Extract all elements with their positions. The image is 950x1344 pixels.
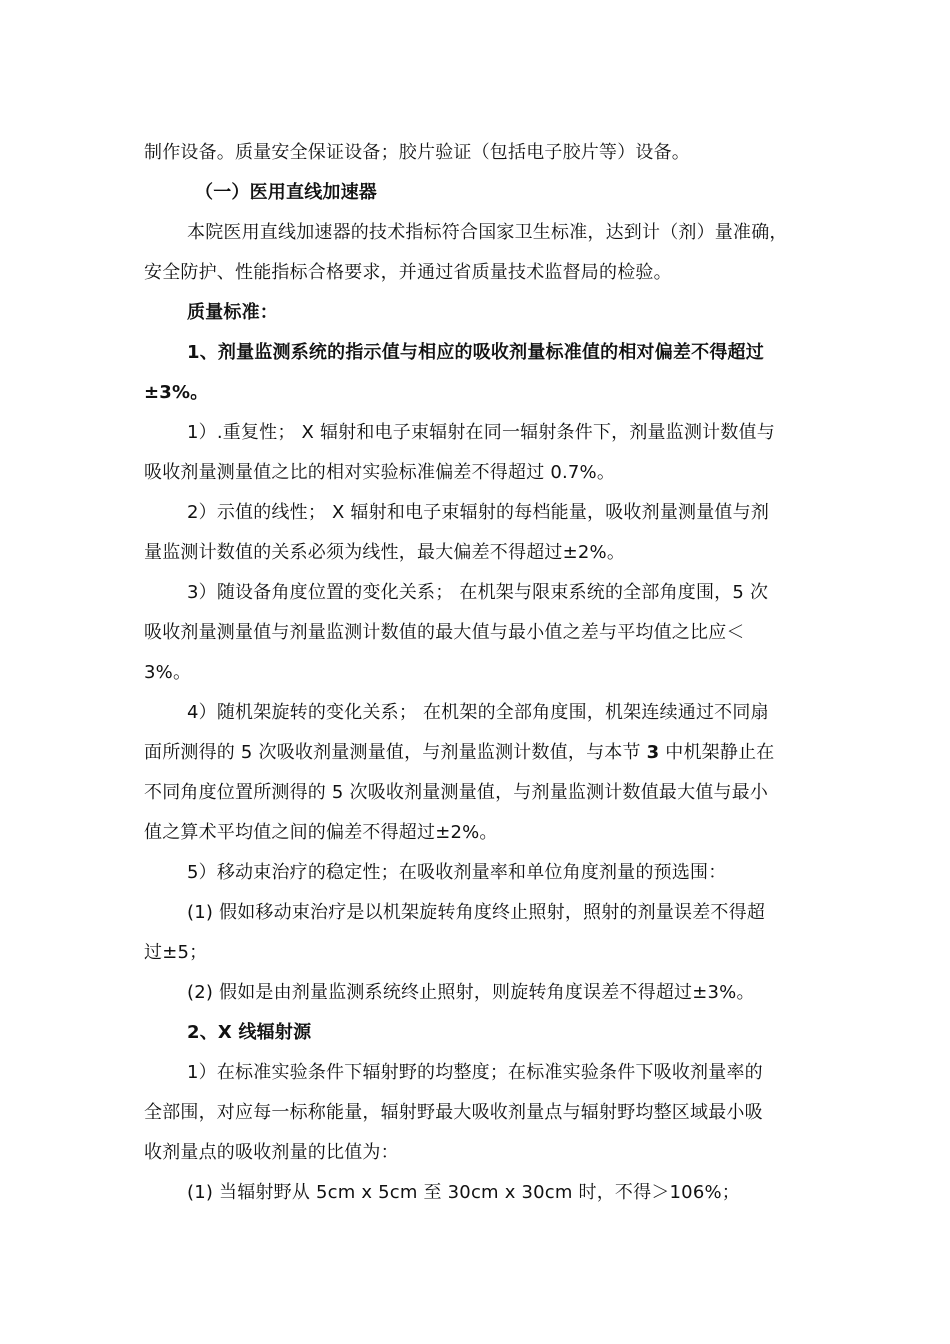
item-1-3-line-2: 吸收剂量测量值与剂量监测计数值的最大值与最小值之差与平均值之比应＜ — [144, 622, 745, 643]
item-heading-1-line-2: ±3%。 — [144, 382, 209, 403]
item-1-1-line-1: 1）.重复性； X 辐射和电子束辐射在同一辐射条件下，剂量监测计数值与 — [187, 422, 775, 443]
item-heading-1-line-1: 1、剂量监测系统的指示值与相应的吸收剂量标准值的相对偏差不得超过 — [187, 342, 764, 363]
item-1-5-sub-1-line-2: 过±5； — [144, 942, 208, 963]
paragraph-line-intro-1: 本院医用直线加速器的技术指标符合国家卫生标准，达到计（剂）量准确， — [187, 222, 788, 243]
section-heading-linac: （一）医用直线加速器 — [195, 182, 377, 203]
subheading-quality-standard: 质量标准： — [187, 302, 278, 323]
paragraph-line-intro-2: 安全防护、性能指标合格要求，并通过省质量技术监督局的检验。 — [144, 262, 672, 283]
item-2-1-line-2: 全部围，对应每一标称能量，辐射野最大吸收剂量点与辐射野均整区域最小吸 — [144, 1102, 763, 1123]
item-1-1-line-2: 吸收剂量测量值之比的相对实验标准偏差不得超过 0.7%。 — [144, 462, 616, 483]
item-1-3-line-3: 3%。 — [144, 662, 192, 683]
item-1-4-line-2 — [144, 741, 774, 765]
item-1-4-line-4: 值之算术平均值之间的偏差不得超过±2%。 — [144, 822, 498, 843]
item-1-4-line-2-tail: 中机架静止在 — [665, 742, 775, 763]
item-2-1-line-1: 1）在标准实验条件下辐射野的均整度；在标准实验条件下吸收剂量率的 — [187, 1062, 763, 1083]
item-1-5-line-1: 5）移动束治疗的稳定性；在吸收剂量率和单位角度剂量的预选围： — [187, 862, 727, 883]
item-1-4-line-1: 4）随机架旋转的变化关系； 在机架的全部角度围，机架连续通过不同扇 — [187, 702, 769, 723]
item-2-1-line-3: 收剂量点的吸收剂量的比值为： — [144, 1142, 399, 1163]
item-1-5-sub-2: (2) 假如是由剂量监测系统终止照射，则旋转角度误差不得超过±3%。 — [187, 982, 755, 1003]
item-1-2-line-1: 2）示值的线性； X 辐射和电子束辐射的每档能量，吸收剂量测量值与剂 — [187, 502, 770, 523]
paragraph-line-equipment: 制作设备。质量安全保证设备；胶片验证（包括电子胶片等）设备。 — [144, 142, 690, 163]
item-2-1-sub-1: (1) 当辐射野从 5cm x 5cm 至 30cm x 30cm 时，不得＞106%； — [187, 1182, 740, 1203]
item-1-4-line-2-text: 面所测得的 5 次吸收剂量测量值，与剂量监测计数值，与本节 — [144, 742, 641, 763]
item-1-2-line-2: 量监测计数值的关系必须为线性，最大偏差不得超过±2%。 — [144, 542, 626, 563]
item-1-4-section-number: 3 — [646, 742, 660, 763]
item-1-5-sub-1-line-1: (1) 假如移动束治疗是以机架旋转角度终止照射，照射的剂量误差不得超 — [187, 902, 766, 923]
item-1-4-line-3: 不同角度位置所测得的 5 次吸收剂量测量值，与剂量监测计数值最大值与最小 — [144, 782, 769, 803]
item-1-3-line-1: 3）随设备角度位置的变化关系； 在机架与限束系统的全部角度围，5 次 — [187, 582, 769, 603]
item-heading-2: 2、X 线辐射源 — [187, 1022, 312, 1043]
